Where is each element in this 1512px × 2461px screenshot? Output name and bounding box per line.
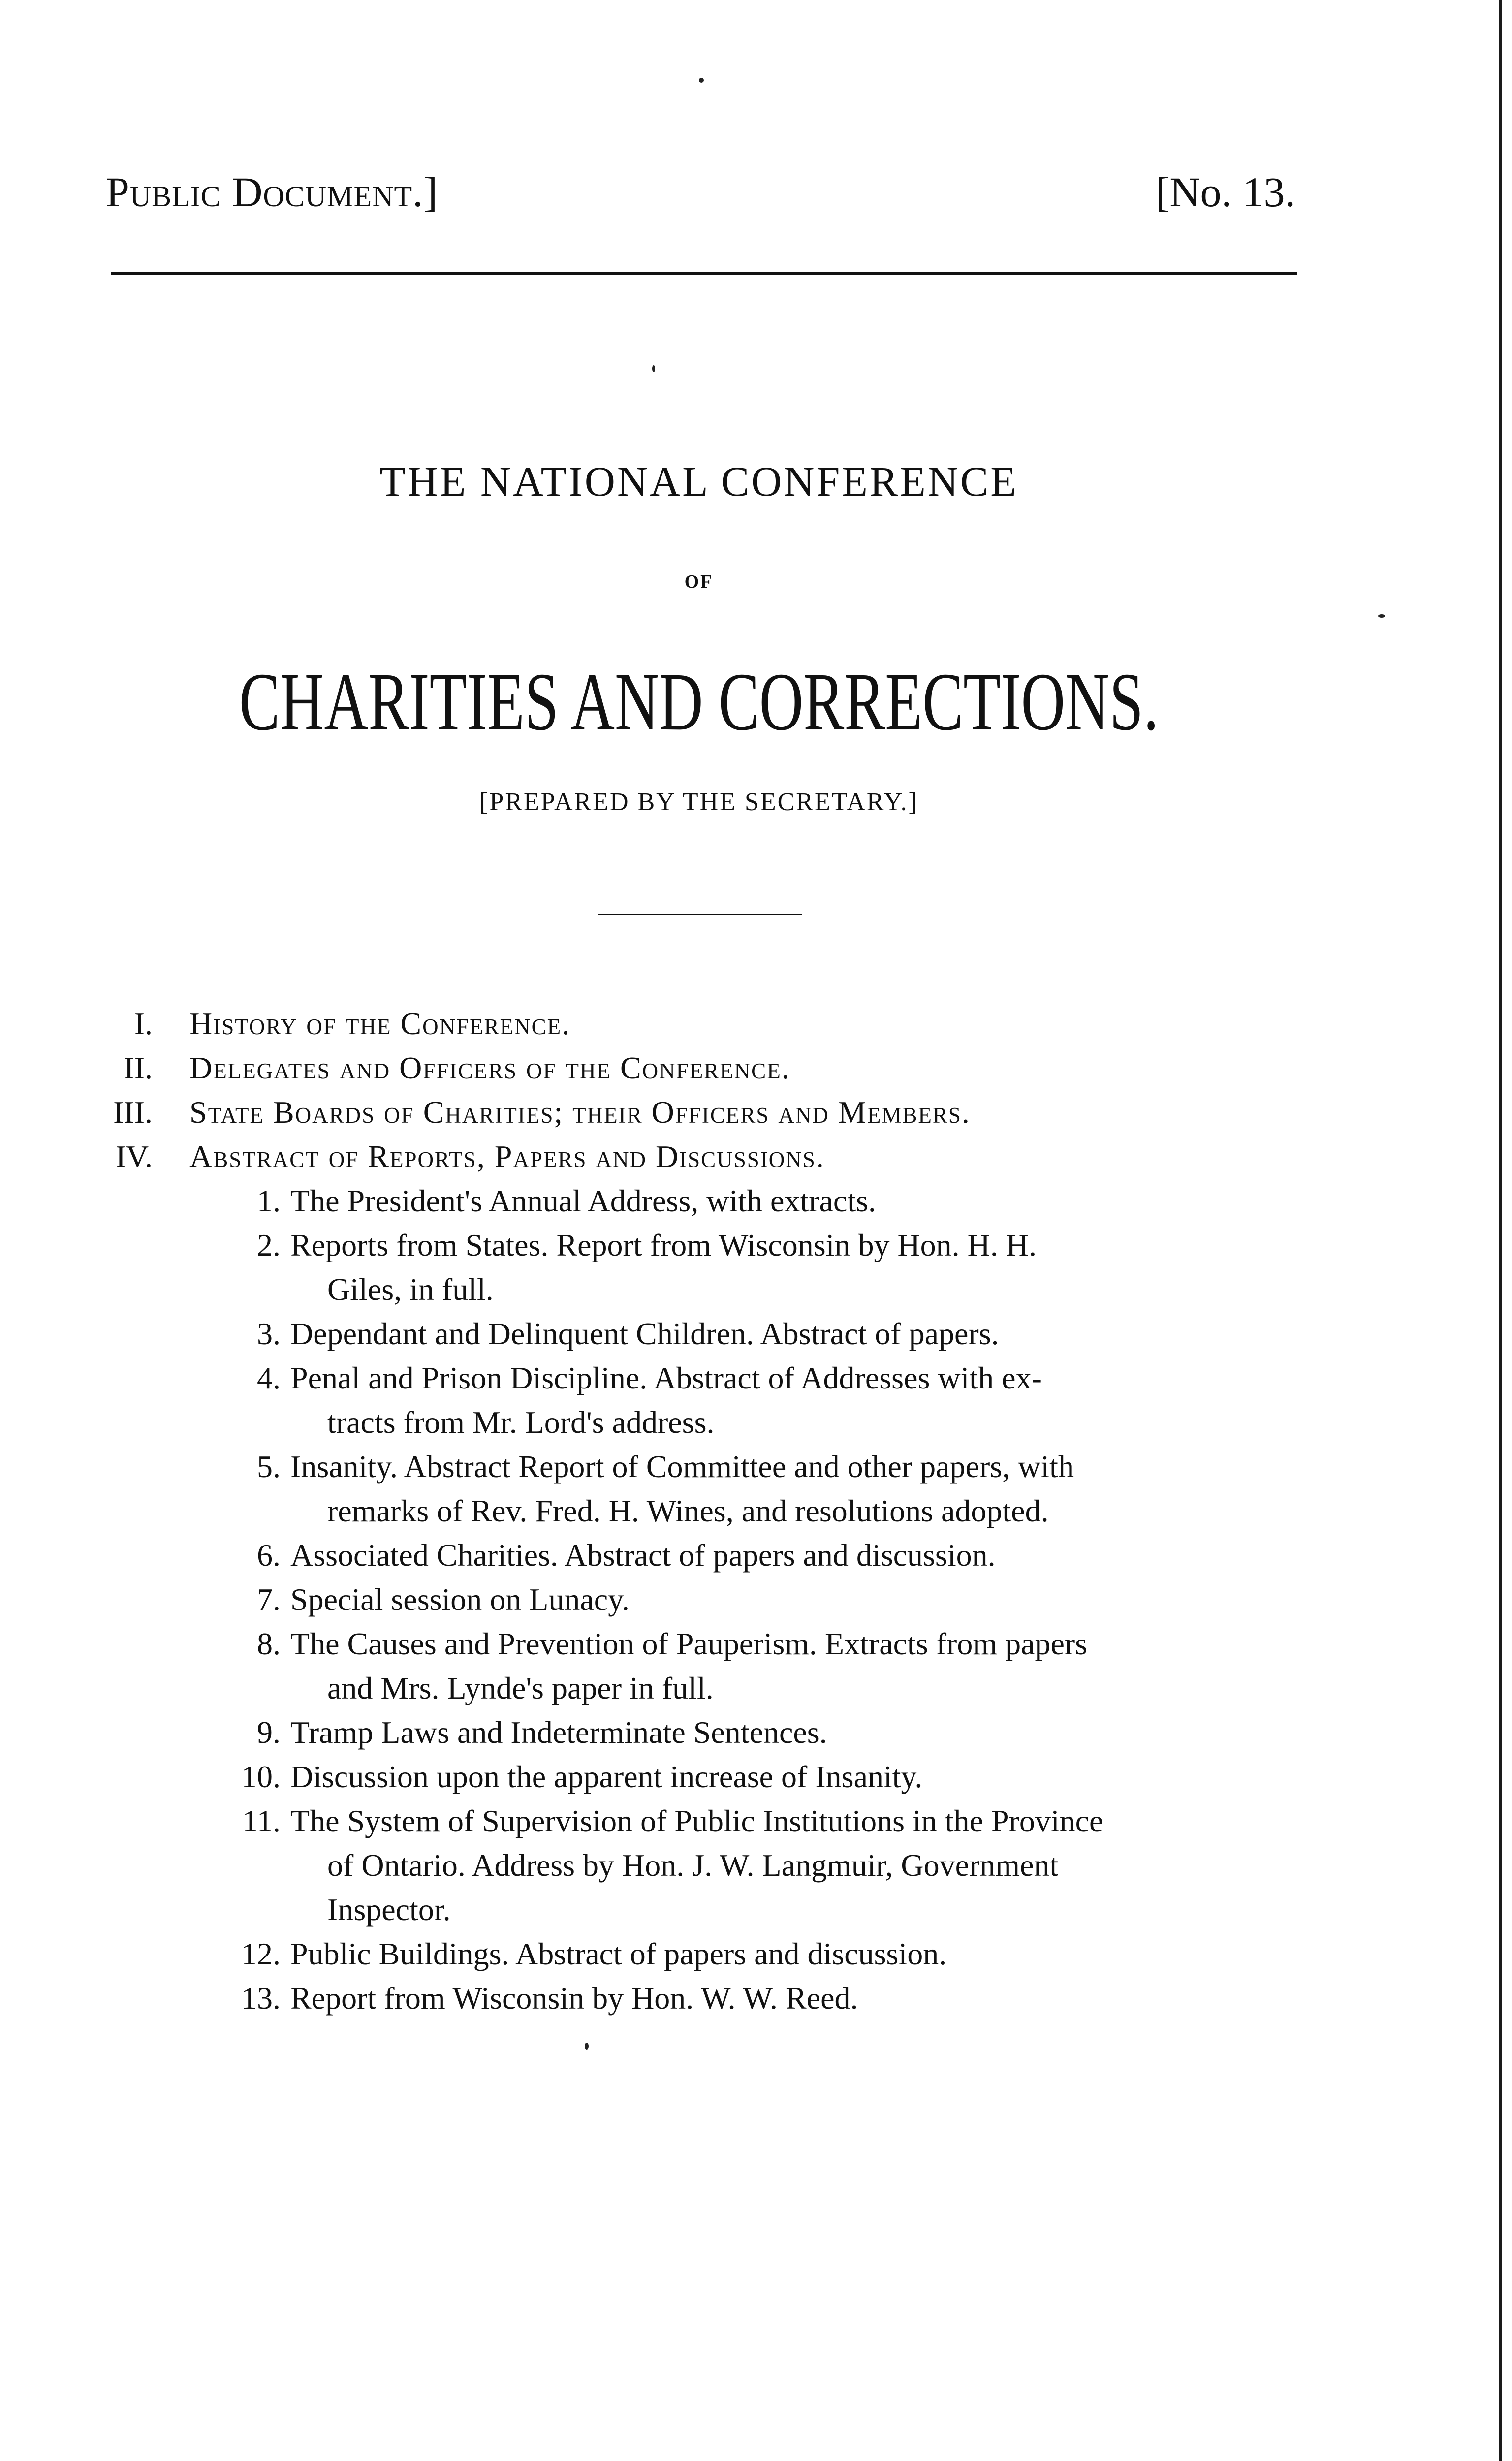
section-numeral: III. — [113, 1095, 153, 1130]
section-title: Delegates and Officers of the Conference. — [189, 1050, 790, 1085]
item-number: 2. — [257, 1228, 281, 1262]
header-left: Public Document.] — [106, 168, 439, 216]
main-title: CHARITIES AND CORRECTIONS. — [239, 656, 1159, 748]
header-right: [No. 13. — [1155, 168, 1295, 216]
item-text: Associated Charities. Abstract of papers and discussion. — [290, 1538, 996, 1573]
item-text: Public Buildings. Abstract of papers and discussion. — [290, 1936, 947, 1971]
item-text-continued: tracts from Mr. Lord's address. — [327, 1405, 715, 1440]
item-text: Discussion upon the apparent increase of Insanity. — [290, 1759, 923, 1794]
item-text: Report from Wisconsin by Hon. W. W. Reed. — [290, 1981, 858, 2016]
item-text: The Causes and Prevention of Pauperism. Extracts from papers — [290, 1626, 1088, 1661]
item-text: Dependant and Delinquent Children. Abstract of papers. — [290, 1316, 999, 1351]
section-title: State Boards of Charities; their Officers and Members. — [189, 1095, 971, 1130]
section-numeral: II. — [124, 1050, 153, 1085]
item-number: 8. — [257, 1626, 281, 1661]
item-text-continued: of Ontario. Address by Hon. J. W. Langmuir, Government — [327, 1848, 1059, 1883]
item-text-continued: remarks of Rev. Fred. H. Wines, and resolutions adopted. — [327, 1493, 1049, 1528]
item-number: 13. — [241, 1981, 281, 2016]
section-title: History of the Conference. — [189, 1006, 571, 1041]
section-numeral: I. — [134, 1006, 153, 1041]
item-text: The System of Supervision of Public Institutions in the Province — [290, 1803, 1103, 1838]
item-text: Special session on Lunacy. — [290, 1582, 630, 1617]
item-number: 11. — [242, 1803, 281, 1838]
section-title: Abstract of Reports, Papers and Discussions. — [189, 1139, 825, 1174]
item-number: 4. — [257, 1360, 281, 1395]
item-text: Insanity. Abstract Report of Committee and other papers, with — [290, 1449, 1074, 1484]
item-text-continued: Inspector. — [327, 1892, 451, 1927]
prepared-by-note: [PREPARED BY THE SECRETARY.] — [479, 788, 918, 816]
item-number: 12. — [241, 1936, 281, 1971]
section-numeral: IV. — [115, 1139, 153, 1174]
item-text: Tramp Laws and Indeterminate Sentences. — [290, 1715, 827, 1750]
item-number: 3. — [257, 1316, 281, 1351]
item-number: 5. — [257, 1449, 281, 1484]
title-of: OF — [684, 571, 714, 592]
item-number: 7. — [257, 1582, 281, 1617]
item-text-continued: Giles, in full. — [327, 1272, 494, 1307]
item-text-continued: and Mrs. Lynde's paper in full. — [327, 1671, 714, 1705]
title-line-1: THE NATIONAL CONFERENCE — [379, 458, 1018, 505]
item-text: Reports from States. Report from Wisconsin by Hon. H. H. — [290, 1228, 1037, 1262]
item-number: 9. — [257, 1715, 281, 1750]
item-number: 6. — [257, 1538, 281, 1573]
item-text: Penal and Prison Discipline. Abstract of Addresses with ex- — [290, 1360, 1042, 1395]
item-number: 10. — [241, 1759, 281, 1794]
item-text: The President's Annual Address, with extracts. — [290, 1183, 876, 1218]
item-number: 1. — [257, 1183, 281, 1218]
